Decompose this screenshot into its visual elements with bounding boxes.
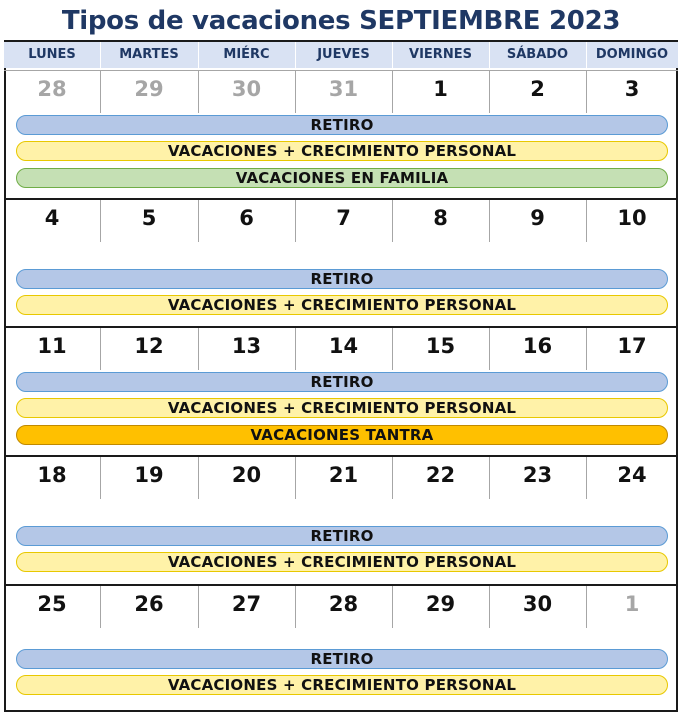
day-number[interactable]: 24 (617, 463, 647, 487)
day-number[interactable]: 7 (336, 206, 351, 230)
header-divider (100, 42, 101, 68)
weekday-header-cell: VIERNES (392, 42, 489, 68)
header-divider (489, 42, 490, 68)
weekday-header-cell: SÁBADO (489, 42, 586, 68)
day-number[interactable]: 1 (624, 592, 640, 616)
vacation-bar-crec[interactable]: VACACIONES + CRECIMIENTO PERSONAL (16, 141, 668, 161)
day-number[interactable]: 12 (134, 334, 164, 358)
vacation-bar-crec[interactable]: VACACIONES + CRECIMIENTO PERSONAL (16, 675, 668, 695)
header-divider (392, 42, 393, 68)
week-row (4, 584, 678, 712)
day-number[interactable]: 8 (433, 206, 448, 230)
day-number[interactable]: 29 (425, 592, 456, 616)
day-number[interactable]: 26 (134, 592, 164, 616)
header-divider (198, 42, 199, 68)
header-divider (586, 42, 587, 68)
week-row (4, 455, 678, 584)
day-number[interactable]: 30 (522, 592, 553, 616)
day-number[interactable]: 18 (37, 463, 67, 487)
day-number[interactable]: 17 (617, 334, 647, 358)
day-number[interactable]: 6 (239, 206, 254, 230)
day-number[interactable]: 19 (134, 463, 164, 487)
weekday-header (4, 42, 678, 70)
vacation-bar-crec[interactable]: VACACIONES + CRECIMIENTO PERSONAL (16, 398, 668, 418)
day-number[interactable]: 15 (425, 334, 456, 358)
weekday-header-cell: JUEVES (295, 42, 392, 68)
vacation-bar-retiro[interactable]: RETIRO (16, 649, 668, 669)
week-row (4, 326, 678, 455)
day-number[interactable]: 28 (328, 592, 359, 616)
weekday-header-cell: LUNES (4, 42, 100, 68)
day-number[interactable]: 5 (141, 206, 157, 230)
day-number[interactable]: 14 (328, 334, 359, 358)
day-number[interactable]: 29 (134, 77, 164, 101)
vacation-bar-retiro[interactable]: RETIRO (16, 526, 668, 546)
day-number[interactable]: 21 (328, 463, 359, 487)
day-number[interactable]: 25 (37, 592, 67, 616)
day-number[interactable]: 20 (231, 463, 262, 487)
week-row (4, 198, 678, 326)
vacation-bar-tantra[interactable]: VACACIONES TANTRA (16, 425, 668, 445)
day-number[interactable]: 2 (530, 77, 545, 101)
day-number[interactable]: 16 (522, 334, 553, 358)
week-row (4, 70, 678, 198)
day-number[interactable]: 4 (44, 206, 60, 230)
day-number[interactable]: 1 (433, 77, 448, 101)
weekday-header-cell: MARTES (100, 42, 198, 68)
day-number[interactable]: 13 (231, 334, 262, 358)
weekday-header-cell: DOMINGO (586, 42, 678, 68)
day-number[interactable]: 22 (425, 463, 456, 487)
day-number[interactable]: 3 (624, 77, 640, 101)
calendar-title: Tipos de vacaciones SEPTIEMBRE 2023 (61, 6, 621, 36)
vacation-bar-familia[interactable]: VACACIONES EN FAMILIA (16, 168, 668, 188)
day-number[interactable]: 27 (231, 592, 262, 616)
header-divider (295, 42, 296, 68)
day-number[interactable]: 30 (231, 77, 262, 101)
day-number[interactable]: 11 (37, 334, 67, 358)
weekday-header-cell: MIÉRC (198, 42, 295, 68)
vacation-bar-retiro[interactable]: RETIRO (16, 269, 668, 289)
day-number[interactable]: 28 (37, 77, 67, 101)
vacation-bar-crec[interactable]: VACACIONES + CRECIMIENTO PERSONAL (16, 552, 668, 572)
day-number[interactable]: 10 (617, 206, 647, 230)
day-number[interactable]: 23 (522, 463, 553, 487)
day-number[interactable]: 9 (530, 206, 545, 230)
vacation-bar-crec[interactable]: VACACIONES + CRECIMIENTO PERSONAL (16, 295, 668, 315)
vacation-bar-retiro[interactable]: RETIRO (16, 115, 668, 135)
day-number[interactable]: 31 (328, 77, 359, 101)
vacation-bar-retiro[interactable]: RETIRO (16, 372, 668, 392)
